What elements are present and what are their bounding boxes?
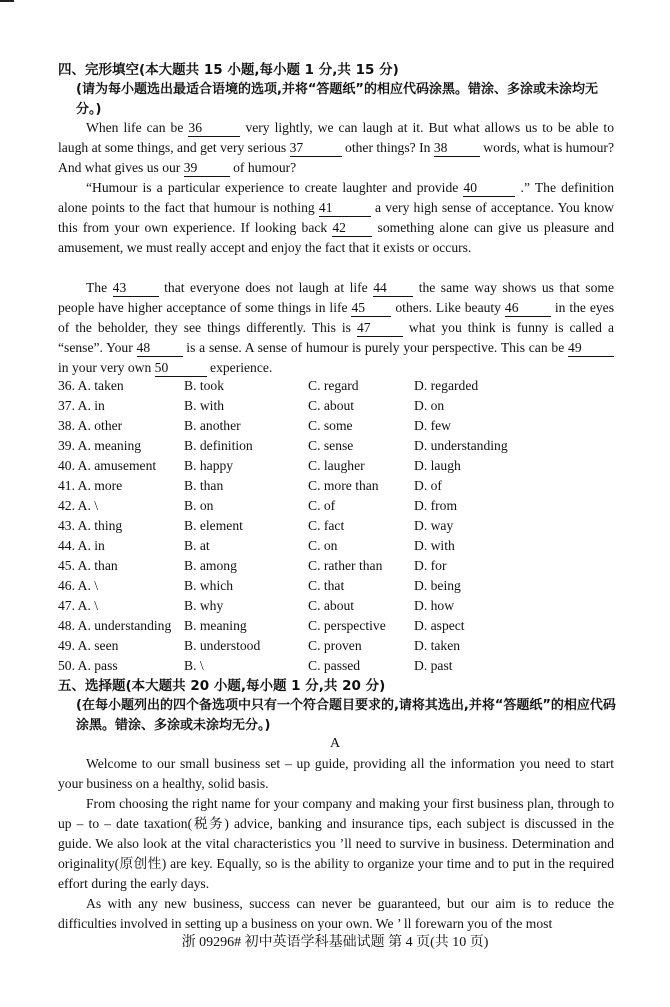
blank-39: 39 — [184, 160, 230, 177]
option-c[interactable]: C. rather than — [308, 558, 383, 573]
top-edge-line — [0, 0, 14, 2]
blank-46: 46 — [505, 300, 551, 317]
option-d[interactable]: D. on — [414, 398, 445, 413]
option-a[interactable]: 49. A. seen — [58, 638, 119, 653]
option-d[interactable]: D. few — [414, 418, 451, 433]
blank-41: 41 — [319, 200, 371, 217]
blank-49: 49 — [568, 340, 614, 357]
passage-paragraph-3: As with any new business, success can never be guaranteed, but our aim is to reduce the difficulties involved in setting up a business on your own. We ’ ll forewarn you of the most — [58, 896, 614, 931]
option-d[interactable]: D. understanding — [414, 438, 508, 453]
option-c[interactable]: C. of — [308, 498, 336, 513]
cloze-paragraph-1: When life can be 36 very lightly, we can laugh at it. But what allows us to be able to laugh at some things, and get very serious 37 other things? In 38 words, what is humour? And what gives us our 39 of humour? — [58, 120, 614, 175]
blank-40: 40 — [463, 180, 515, 197]
option-a[interactable]: 44. A. in — [58, 538, 105, 553]
option-d[interactable]: D. with — [414, 538, 455, 553]
blank-47: 47 — [357, 320, 403, 337]
cloze-paragraph-3: The 43 that everyone does not laugh at life 44 the same way shows us that some people have higher acceptance of some things in life 45 others. Like beauty 46 in the eyes of the beholder, they see things differently. This is 47 what you think is funny is called a “sense”. Your 48 is a sense. A sense of humour is purely your perspective. This can be 49 in your very own 50 experience. — [58, 280, 615, 375]
option-b[interactable]: B. among — [184, 558, 237, 573]
passage-paragraph-1: Welcome to our small business set – up guide, providing all the information you need to start your business on a healthy, solid basis. — [58, 756, 614, 791]
option-d[interactable]: D. regarded — [414, 378, 479, 393]
option-b[interactable]: B. on — [184, 498, 214, 513]
option-a[interactable]: 40. A. amusement — [58, 458, 157, 473]
option-a[interactable]: 46. A. \ — [58, 578, 99, 593]
option-a[interactable]: 42. A. \ — [58, 498, 99, 513]
option-b[interactable]: B. took — [184, 378, 225, 393]
page-footer: 浙 09296# 初中英语学科基础试题 第 4 页(共 10 页) — [181, 935, 489, 950]
passage-paragraph-2: From choosing the right name for your company and making your first business plan, through to up – to – date taxation(税务) advice, banking and insurance tips, each subject is discussed in the guide. We also look at the vital characteristics you ’ll need to survive in business. Determination and originality(原创性) are key. Equally, so is the ability to organize your time and to put in the required effort during the early days. — [58, 796, 614, 891]
option-c[interactable]: C. sense — [308, 438, 354, 453]
option-d[interactable]: D. way — [414, 518, 454, 533]
option-a[interactable]: 36. A. taken — [58, 378, 124, 393]
option-c[interactable]: C. on — [308, 538, 338, 553]
option-a[interactable]: 37. A. in — [58, 398, 105, 413]
option-c[interactable]: C. fact — [308, 518, 345, 533]
option-b[interactable]: B. than — [184, 478, 224, 493]
blank-45: 45 — [351, 300, 391, 317]
option-a[interactable]: 38. A. other — [58, 418, 123, 433]
option-c[interactable]: C. that — [308, 578, 345, 593]
blank-50: 50 — [155, 360, 207, 377]
option-c[interactable]: C. proven — [308, 638, 362, 653]
option-b[interactable]: B. \ — [184, 658, 204, 673]
option-d[interactable]: D. past — [414, 658, 453, 673]
option-d[interactable]: D. from — [414, 498, 458, 513]
blank-44: 44 — [373, 280, 413, 297]
option-b[interactable]: B. which — [184, 578, 234, 593]
blank-36: 36 — [188, 120, 240, 137]
option-d[interactable]: D. for — [414, 558, 447, 573]
option-b[interactable]: B. understood — [184, 638, 261, 653]
option-d[interactable]: D. of — [414, 478, 442, 493]
option-a[interactable]: 50. A. pass — [58, 658, 118, 673]
option-a[interactable]: 48. A. understanding — [58, 618, 172, 633]
section4-note: (请为每小题选出最适合语境的选项,并将“答题纸”的相应代码涂黑。错涂、多涂或未涂均无分。) — [76, 82, 598, 117]
option-a[interactable]: 39. A. meaning — [58, 438, 142, 453]
option-c[interactable]: C. about — [308, 598, 355, 613]
option-a[interactable]: 47. A. \ — [58, 598, 99, 613]
option-c[interactable]: C. perspective — [308, 618, 386, 633]
option-b[interactable]: B. happy — [184, 458, 234, 473]
section4-heading: 四、完形填空(本大题共 15 小题,每小题 1 分,共 15 分) — [58, 62, 399, 78]
option-a[interactable]: 43. A. thing — [58, 518, 123, 533]
option-b[interactable]: B. definition — [184, 438, 253, 453]
blank-38: 38 — [434, 140, 480, 157]
option-c[interactable]: C. some — [308, 418, 353, 433]
option-b[interactable]: B. another — [184, 418, 241, 433]
option-a[interactable]: 41. A. more — [58, 478, 123, 493]
option-b[interactable]: B. meaning — [184, 618, 247, 633]
blank-43: 43 — [113, 280, 159, 297]
section5-note: (在每小题列出的四个备选项中只有一个符合题目要求的,请将其选出,并将“答题纸”的相应代码涂黑。错涂、多涂或未涂均无分。) — [76, 698, 616, 733]
option-b[interactable]: B. why — [184, 598, 224, 613]
blank-42: 42 — [332, 220, 372, 237]
option-d[interactable]: D. how — [414, 598, 455, 613]
option-c[interactable]: C. about — [308, 398, 355, 413]
option-d[interactable]: D. being — [414, 578, 461, 593]
option-a[interactable]: 45. A. than — [58, 558, 118, 573]
option-d[interactable]: D. aspect — [414, 618, 465, 633]
passage-label: A — [329, 736, 341, 751]
option-c[interactable]: C. more than — [308, 478, 379, 493]
option-d[interactable]: D. taken — [414, 638, 461, 653]
option-c[interactable]: C. passed — [308, 658, 361, 673]
option-b[interactable]: B. at — [184, 538, 210, 553]
option-c[interactable]: C. laugher — [308, 458, 365, 473]
option-b[interactable]: B. element — [184, 518, 243, 533]
option-c[interactable]: C. regard — [308, 378, 359, 393]
option-b[interactable]: B. with — [184, 398, 225, 413]
option-d[interactable]: D. laugh — [414, 458, 461, 473]
section5-heading: 五、选择题(本大题共 20 小题,每小题 1 分,共 20 分) — [58, 678, 386, 694]
cloze-paragraph-2: “Humour is a particular experience to create laughter and provide 40 .” The definition alone points to the fact that humour is nothing 41 a very high sense of acceptance. You know this from your own experience. If looking back 42 something alone can give us pleasure and amusement, we must really accept and enjoy the fact that it exists or occurs. — [58, 180, 615, 255]
blank-37: 37 — [290, 140, 342, 157]
blank-48: 48 — [137, 340, 183, 357]
